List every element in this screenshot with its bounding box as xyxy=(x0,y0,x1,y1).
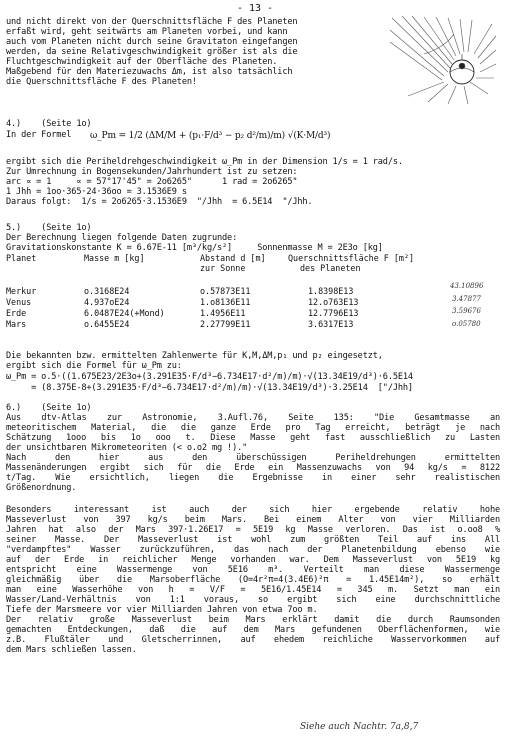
table-cell-abstand: 2.27799E11 xyxy=(200,319,251,329)
col-header-flaeche-sub: des Planeten xyxy=(300,263,361,273)
sec6-para2-line: gemachten Entdeckungen, daß die auf dem Mars gefundenen Oberflächenformen, wie xyxy=(6,625,500,635)
page-number: - 13 - xyxy=(236,3,274,14)
table-cell-flaeche: 12.o763E13 xyxy=(308,297,359,307)
sec6-para2-line: seiner Masse. Der Masseverlust ist wohl zum größten Teil auf ins All xyxy=(6,535,500,545)
col-header-flaeche: Querschnittsfläche F [m²] xyxy=(288,253,415,263)
table-cell-flaeche: 1.8398E13 xyxy=(308,286,354,296)
sec5-after-1: Die bekannten bzw. ermittelten Zahlenwerte für K,M,ΔM,p₁ und p₂ eingesetzt, xyxy=(6,351,383,361)
table-cell-abstand: 1.4956E11 xyxy=(200,308,246,318)
section-6-heading: 6.) (Seite 1o) xyxy=(6,403,92,413)
sec6-para1-line: Aus dtv-Atlas zur Astronomie, 3.Aufl.76, Seite 135: "Die Gesamtmasse an xyxy=(6,413,500,423)
sun-planet-sketch xyxy=(388,14,500,106)
table-cell-planet: Mars xyxy=(6,319,27,329)
table-cell-planet: Venus xyxy=(6,297,32,307)
sec5-line-1: Der Berechnung liegen folgende Daten zugrunde: xyxy=(6,233,238,243)
col-header-abstand-sub: zur Sonne xyxy=(200,263,246,273)
sec6-para1-line: Schätzung 1ooo bis 1o ooo t. Diese Masse geht fast ausschließlich zu Lasten xyxy=(6,433,500,443)
sec6-para2-line: Jahren hat also der Mars 397·1.26E17 = 5E19 kg Masse verloren. Das ist o.oo8 % xyxy=(6,525,500,535)
intro-line-4: werden, da seine Relativgeschwindigkeit größer ist als die xyxy=(6,47,298,57)
table-cell-abstand: o.57873E11 xyxy=(200,286,251,296)
sec6-para1-line: meteoritischem Material, die die ganze Erde pro Tag erreicht, beträgt je nach xyxy=(6,423,500,433)
table-cell-planet: Erde xyxy=(6,308,27,318)
sec6-para2-line: Der relativ große Masseverlust beim Mars erklärt damit die durch Raumsonden xyxy=(6,615,500,625)
col-header-masse: Masse m [kg] xyxy=(84,253,145,263)
table-cell-abstand: 1.o8136E11 xyxy=(200,297,251,307)
handwritten-note: o.05780 xyxy=(452,320,481,328)
intro-line-1: und nicht direkt von der Querschnittsfläche F des Planeten xyxy=(6,17,298,27)
sec6-para1-line: Nach den hier aus den überschüssigen Periheldrehungen ermittelten xyxy=(6,453,500,463)
sec6-para2-line: "verdampftes" Wasser zurückzuführen, das nach der Planetenbildung ebenso wie xyxy=(6,545,500,555)
handwritten-note: 43.10896 xyxy=(450,282,484,290)
sec6-para2-line: dem Mars schließen lassen. xyxy=(6,645,137,655)
sec5-line-2: Gravitationskonstante K = 6.67E-11 [m³/kg/s²] Sonnenmasse M = 2E3o [kg] xyxy=(6,243,383,253)
sec4-line-3: arc ∝ = 1 ∝ = 57°17'45" = 2o6265" 1 rad = 2o6265" xyxy=(6,177,298,187)
formula-prefix: In der Formel xyxy=(6,130,72,140)
table-cell-flaeche: 12.7796E13 xyxy=(308,308,359,318)
sec6-para1-line: t/Tag. Wie ersichtlich, liegen die Ergebnisse in einer sehr realistischen xyxy=(6,473,500,483)
sec6-para2-line: z.B. Flußtäler und Gletscherrinnen, auf ehedem reichliche Wasservorkommen auf xyxy=(6,635,500,645)
sec6-para2-line: gleichmäßig über die Marsoberfläche (O=4r²π=4(3.4E6)²π = 1.45E14m²), so erhält xyxy=(6,575,500,585)
table-cell-masse: o.3168E24 xyxy=(84,286,130,296)
handwritten-note: 3.59676 xyxy=(452,307,481,315)
sec6-para1-line: Größenordnung. xyxy=(6,483,77,493)
sec4-line-2: Zur Umrechnung in Bogensekunden/Jahrhundert ist zu setzen: xyxy=(6,167,298,177)
col-header-planet: Planet xyxy=(6,253,37,263)
intro-line-6: Maßgebend für den Materiezuwachs Δm, ist also tatsächlich xyxy=(6,67,293,77)
sec6-para2-line: entspricht eine Wassermenge von 5E16 m³. Verteilt man diese Wassermenge xyxy=(6,565,500,575)
sec5-formula-2: = (8.375E-8+(3.291E35·F/d³−6.734E17·d²/m)/m)·√(13.34E19/d³)·3.25E14 ["/Jhh] xyxy=(6,383,413,393)
sec4-line-5: Daraus folgt: 1/s = 2o6265·3.1536E9 "/Jhh = 6.5E14 "/Jhh. xyxy=(6,197,313,207)
section-4-heading: 4.) (Seite 1o) xyxy=(6,119,92,129)
intro-line-5: Fluchtgeschwindigkeit auf der Oberfläche des Planeten. xyxy=(6,57,278,67)
section-5-heading: 5.) (Seite 1o) xyxy=(6,223,92,233)
table-cell-masse: 6.0487E24(+Mond) xyxy=(84,308,165,318)
sec5-formula-1: ω_Pm = o.5·((1.675E23/2E3o+(3.291E35·F/d³−6.734E17·d²/m)/m)·√(13.34E19/d³)·6.5E14 xyxy=(6,372,413,382)
intro-line-2: erfaßt wird, geht seitwärts am Planeten vorbei, und kann xyxy=(6,27,288,37)
intro-line-7: die Querschnittsfläche F des Planeten! xyxy=(6,77,197,87)
sec4-line-1: ergibt sich die Periheldrehgeschwindigkeit ω_Pm in der Dimension 1/s = 1 rad/s. xyxy=(6,157,403,167)
col-header-abstand: Abstand d [m] xyxy=(200,253,266,263)
sec4-line-4: 1 Jhh = 1oo·365·24·36oo = 3.1536E9 s xyxy=(6,187,187,197)
handwritten-reference-note: Siehe auch Nachtr. 7a,8,7 xyxy=(300,722,419,732)
handwritten-note: 3.47877 xyxy=(452,295,481,303)
table-cell-masse: o.6455E24 xyxy=(84,319,130,329)
intro-line-3: auch vom Planeten nicht durch seine Gravitaton eingefangen xyxy=(6,37,298,47)
sec6-para2-line: man eine Wasserhöhe von h = V/F = 5E16/1.45E14 = 345 m. Setzt man ein xyxy=(6,585,500,595)
sec6-para2-line: Masseverlust von 397 kg/s beim Mars. Bei einem Alter von vier Milliarden xyxy=(6,515,500,525)
table-cell-flaeche: 3.6317E13 xyxy=(308,319,354,329)
sec6-para2-line: Wasser/Land-Verhältnis von 1:1 voraus, so ergibt sich eine durchschnittliche xyxy=(6,595,500,605)
sec5-after-2: ergibt sich die Formel für ω_Pm zu: xyxy=(6,361,182,371)
sec6-para1-line: der unsichtbaren Mikrometeoriten (< o.o2 mg !)." xyxy=(6,443,248,453)
sec6-para2-line: auf der Erde in reichlicher Menge vorhanden war. Dem Masseverlust von 5E19 kg xyxy=(6,555,500,565)
perihelion-formula: ω_Pm = 1/2 (ΔM/M + (p₁·F/d³ − p₂ d²/m)/m) √(K·M/d³) xyxy=(90,131,331,141)
sec6-para2-line: Besonders interessant ist auch der sich hier ergebende relativ hohe xyxy=(6,505,500,515)
sec6-para2-line: Tiefe der Marsmeere vor vier Milliarden Jahren von etwa 7oo m. xyxy=(6,605,318,615)
table-cell-masse: 4.937oE24 xyxy=(84,297,130,307)
table-cell-planet: Merkur xyxy=(6,286,37,296)
sec6-para1-line: Massenänderungen ergibt sich für die Erde ein Massenzuwachs von 94 kg/s = 8122 xyxy=(6,463,500,473)
